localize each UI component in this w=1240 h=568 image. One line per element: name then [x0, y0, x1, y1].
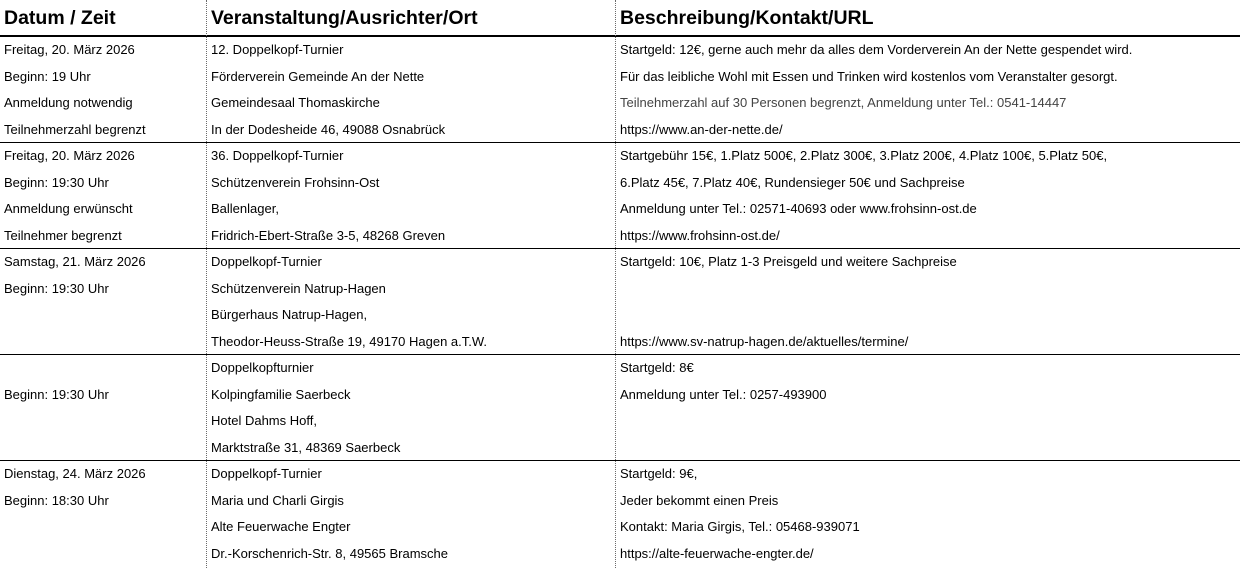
cell-line: Alte Feuerwache Engter [211, 519, 351, 534]
cell-line [0, 329, 206, 356]
header-date: Datum / Zeit [4, 7, 116, 29]
cell-line: https://www.frohsinn-ost.de/ [620, 227, 780, 243]
cell-line: Startgeld: 10€, Platz 1-3 Preisgeld und weitere Sachpreise [620, 254, 957, 269]
cell-line: Startgeld: 12€, gerne auch mehr da alles dem Vorderverein An der Nette gespendet wird. [620, 42, 1133, 57]
description-cell [616, 143, 1240, 249]
cell-line [0, 302, 206, 329]
date-cell [0, 461, 206, 567]
cell-line: Anmeldung erwünscht [4, 201, 133, 216]
date-cell [0, 143, 206, 249]
cell-line [616, 302, 1240, 329]
cell-line: Teilnehmerzahl begrenzt [4, 121, 146, 137]
cell-line: Hotel Dahms Hoff, [211, 413, 317, 428]
cell-line [616, 408, 1240, 435]
date-cell [0, 249, 206, 355]
cell-line: Maria und Charli Girgis [211, 492, 344, 508]
cell-line: Anmeldung unter Tel.: 0257-493900 [620, 386, 827, 402]
cell-line: https://www.an-der-nette.de/ [620, 121, 783, 137]
header-event: Veranstaltung/Ausrichter/Ort [211, 7, 478, 29]
cell-line: Für das leibliche Wohl mit Essen und Trinken wird kostenlos vom Veranstalter gesorgt. [620, 68, 1118, 84]
table-row [0, 461, 1240, 567]
cell-line [0, 355, 206, 382]
table-row [0, 355, 1240, 461]
cell-line: Kolpingfamilie Saerbeck [211, 386, 351, 402]
cell-line: Freitag, 20. März 2026 [4, 148, 135, 163]
event-cell [207, 249, 615, 355]
cell-line: Samstag, 21. März 2026 [4, 254, 146, 269]
date-cell [0, 355, 206, 461]
table-row [0, 143, 1240, 249]
cell-line: Jeder bekommt einen Preis [620, 492, 779, 508]
cell-line [0, 514, 206, 541]
header-description: Beschreibung/Kontakt/URL [620, 7, 874, 29]
cell-line: Förderverein Gemeinde An der Nette [211, 68, 425, 84]
cell-line: 6.Platz 45€, 7.Platz 40€, Rundensieger 50€ und Sachpreise [620, 174, 965, 190]
cell-line: 36. Doppelkopf-Turnier [211, 148, 344, 163]
cell-line [0, 541, 206, 568]
cell-line: Anmeldung notwendig [4, 95, 133, 110]
cell-line: Ballenlager, [211, 201, 279, 216]
cell-line: Beginn: 19:30 Uhr [4, 280, 109, 296]
column-divider-2 [615, 0, 616, 568]
cell-line: Schützenverein Frohsinn-Ost [211, 174, 380, 190]
cell-line: Beginn: 19 Uhr [4, 68, 91, 84]
event-cell [207, 355, 615, 461]
description-cell [616, 461, 1240, 567]
cell-line: https://www.sv-natrup-hagen.de/aktuelles/termine/ [620, 333, 909, 349]
event-cell [207, 461, 615, 567]
cell-line: Doppelkopf-Turnier [211, 254, 322, 269]
cell-line: Beginn: 19:30 Uhr [4, 174, 109, 190]
cell-line: Kontakt: Maria Girgis, Tel.: 05468-939071 [620, 519, 860, 534]
cell-line: Doppelkopf-Turnier [211, 466, 322, 481]
cell-line: Startgeld: 9€, [620, 466, 698, 481]
cell-line: Startgebühr 15€, 1.Platz 500€, 2.Platz 300€, 3.Platz 200€, 4.Platz 100€, 5.Platz 50€, [620, 148, 1108, 163]
cell-line: Freitag, 20. März 2026 [4, 42, 135, 57]
cell-line: Marktstraße 31, 48369 Saerbeck [211, 439, 401, 455]
column-divider-1 [206, 0, 207, 568]
cell-line [0, 435, 206, 462]
description-cell [616, 37, 1240, 143]
date-cell [0, 37, 206, 143]
event-cell [207, 143, 615, 249]
cell-line: Beginn: 19:30 Uhr [4, 386, 109, 402]
cell-line: Theodor-Heuss-Straße 19, 49170 Hagen a.T.W. [211, 333, 488, 349]
cell-line: Startgeld: 8€ [620, 360, 694, 375]
cell-line: Anmeldung unter Tel.: 02571-40693 oder www.frohsinn-ost.de [620, 201, 977, 216]
cell-line: Beginn: 18:30 Uhr [4, 492, 109, 508]
cell-line: Dr.-Korschenrich-Str. 8, 49565 Bramsche [211, 545, 448, 561]
cell-line: Schützenverein Natrup-Hagen [211, 280, 386, 296]
cell-line: Gemeindesaal Thomaskirche [211, 95, 380, 110]
cell-line: https://alte-feuerwache-engter.de/ [620, 545, 814, 561]
cell-line: Teilnehmer begrenzt [4, 227, 122, 243]
cell-line: Dienstag, 24. März 2026 [4, 466, 146, 481]
cell-line [616, 276, 1240, 303]
table-row [0, 37, 1240, 143]
description-cell [616, 249, 1240, 355]
cell-line: Fridrich-Ebert-Straße 3-5, 48268 Greven [211, 227, 446, 243]
description-cell [616, 355, 1240, 461]
cell-line [0, 408, 206, 435]
cell-line: 12. Doppelkopf-Turnier [211, 42, 344, 57]
cell-line: Doppelkopfturnier [211, 360, 314, 375]
cell-line [616, 435, 1240, 462]
cell-line: In der Dodesheide 46, 49088 Osnabrück [211, 121, 446, 137]
event-cell [207, 37, 615, 143]
table-row [0, 249, 1240, 355]
cell-line: Bürgerhaus Natrup-Hagen, [211, 307, 368, 322]
cell-line: Teilnehmerzahl auf 30 Personen begrenzt, Anmeldung unter Tel.: 0541-14447 [620, 95, 1067, 110]
